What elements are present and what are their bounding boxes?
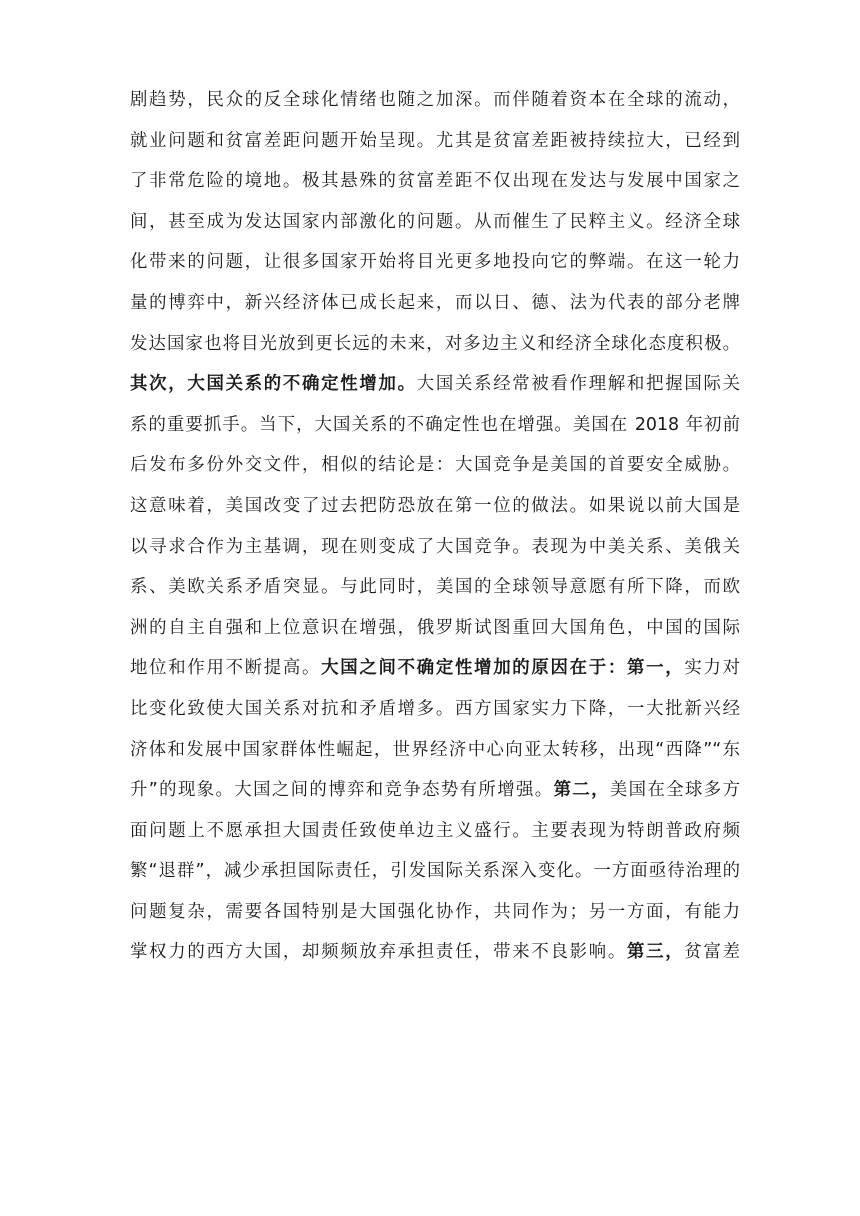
text-line bbox=[130, 242, 740, 283]
text-segment: 以寻求合作为主基调，现在则变成了大国竞争。表现为中美关系、美俄关 bbox=[130, 536, 740, 557]
text-line bbox=[130, 608, 740, 649]
text-segment: 地位和作用不断提高。 bbox=[130, 658, 322, 679]
text-segment: 系的重要抓手。当下，大国关系的不确定性也在增强。美国在 2018 年初前 bbox=[130, 414, 740, 435]
text-segment: 剧趋势，民众的反全球化情绪也随之加深。而伴随着资本在全球的流动， bbox=[130, 90, 740, 110]
text-segment: 贫富差 bbox=[684, 942, 740, 963]
text-segment: 系、美欧关系矛盾突显。与此同时，美国的全球领导意愿有所下降，而欧 bbox=[130, 577, 740, 598]
text-segment: 问题复杂，需要各国特别是大国强化协作，共同作为；另一方面，有能力 bbox=[130, 901, 740, 922]
text-line bbox=[130, 527, 740, 568]
text-line bbox=[130, 892, 740, 933]
text-line bbox=[130, 161, 740, 202]
text-segment: 掌权力的西方大国，却频频放弃承担责任，带来不良影响。 bbox=[130, 942, 627, 963]
text-line bbox=[130, 324, 740, 365]
text-line bbox=[130, 202, 740, 243]
text-line bbox=[130, 364, 740, 405]
text-line bbox=[130, 445, 740, 486]
text-line bbox=[130, 80, 740, 121]
text-segment: 济体和发展中国家群体性崛起，世界经济中心向亚太转移，出现“西降”“东 bbox=[130, 739, 740, 760]
text-segment: 洲的自主自强和上位意识在增强，俄罗斯试图重回大国角色，中国的国际 bbox=[130, 617, 740, 638]
text-segment: 实力对 bbox=[684, 658, 740, 679]
bold-text-segment: 大国之间不确定性增加的原因在于：第一， bbox=[321, 658, 685, 679]
text-line bbox=[130, 689, 740, 730]
text-segment: 量的博弈中，新兴经济体已成长起来，而以日、德、法为代表的部分老牌 bbox=[130, 292, 740, 313]
bold-text-segment: 第二， bbox=[553, 780, 610, 801]
text-line bbox=[130, 730, 740, 771]
text-line bbox=[130, 851, 740, 892]
text-segment: 美国在全球多方 bbox=[609, 780, 740, 801]
text-line bbox=[130, 283, 740, 324]
text-segment: 间，甚至成为发达国家内部激化的问题。从而催生了民粹主义。经济全球 bbox=[130, 211, 740, 232]
text-segment: 发达国家也将目光放到更长远的未来，对多边主义和经济全球化态度积极。 bbox=[130, 333, 740, 354]
text-segment: 后发布多份外交文件，相似的结论是：大国竞争是美国的首要安全威胁。 bbox=[130, 455, 740, 476]
text-line bbox=[130, 405, 740, 446]
text-line bbox=[130, 486, 740, 527]
text-segment: 面问题上不愿承担大国责任致使单边主义盛行。主要表现为特朗普政府频 bbox=[130, 820, 740, 841]
text-line bbox=[130, 567, 740, 608]
text-segment: 繁“退群”，减少承担国际责任，引发国际关系深入变化。一方面亟待治理的 bbox=[130, 861, 740, 882]
text-segment: 了非常危险的境地。极其悬殊的贫富差距不仅出现在发达与发展中国家之 bbox=[130, 171, 740, 192]
text-line bbox=[130, 932, 740, 973]
text-line bbox=[130, 121, 740, 162]
body-paragraph bbox=[130, 80, 740, 973]
text-segment: 比变化致使大国关系对抗和矛盾增多。西方国家实力下降，一大批新兴经 bbox=[130, 698, 740, 719]
text-segment: 升”的现象。大国之间的博弈和竞争态势有所增强。 bbox=[130, 780, 554, 801]
text-segment: 大国关系经常被看作理解和把握国际关 bbox=[416, 374, 740, 395]
bold-text-segment: 第三， bbox=[627, 942, 685, 963]
text-segment: 化带来的问题，让很多国家开始将目光更多地投向它的弊端。在这一轮力 bbox=[130, 252, 740, 273]
text-segment: 这意味着，美国改变了过去把防恐放在第一位的做法。如果说以前大国是 bbox=[130, 495, 740, 516]
text-line bbox=[130, 811, 740, 852]
bold-text-segment: 其次，大国关系的不确定性增加。 bbox=[130, 374, 417, 395]
text-segment: 就业问题和贫富差距问题开始呈现。尤其是贫富差距被持续拉大，已经到 bbox=[130, 130, 740, 151]
text-line bbox=[130, 648, 740, 689]
text-line bbox=[130, 770, 740, 811]
